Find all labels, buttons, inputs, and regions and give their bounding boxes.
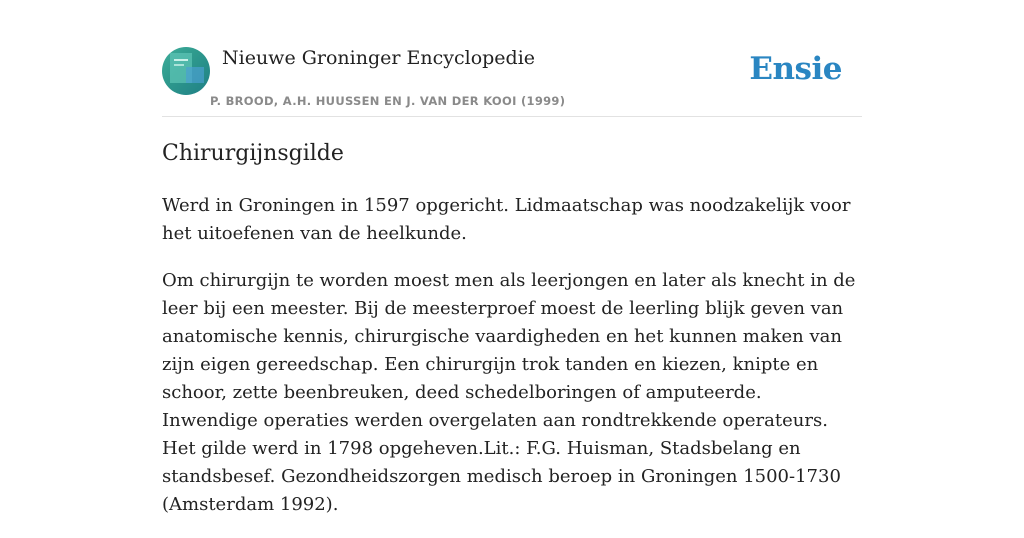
entry-paragraph: Om chirurgijn te worden moest men als leerjongen en later als knecht in de leer bij een meester. Bij de meesterproef moest de leerling blijk geven van anatomische kennis, chirurgische vaardigheden en het kunnen maken van zijn eigen gereedschap. Een chirurgijn trok tanden en kiezen, knipte en schoor, zette beenbreuken, deed schedelboringen of amputeerde. Inwendige operaties werden overgelaten aan rondtrekkende operateurs. Het gilde werd in 1798 opgeheven.Lit.: F.G. Huisman, Stadsbelang en standsbesef. Gezondheidszorgen medisch beroep in Groningen 1500-1730 (Amsterdam 1992).: [162, 270, 856, 515]
page-container: [162, 0, 862, 515]
entry-title: Chirurgijnsgilde: [162, 141, 344, 166]
ensie-logo[interactable]: Ensie: [749, 51, 842, 87]
book-title-link[interactable]: Nieuwe Groninger Encyclopedie: [222, 47, 536, 69]
entry-body: [162, 192, 862, 538]
entry-paragraph: Werd in Groningen in 1597 opgericht. Lidmaatschap was noodzakelijk voor het uitoefenen van de heelkunde.: [162, 195, 851, 244]
source-header: [162, 0, 862, 117]
book-authors: P. BROOD, A.H. HUUSSEN EN J. VAN DER KOOI (1999): [210, 94, 566, 108]
book-cover-icon[interactable]: [162, 47, 210, 95]
